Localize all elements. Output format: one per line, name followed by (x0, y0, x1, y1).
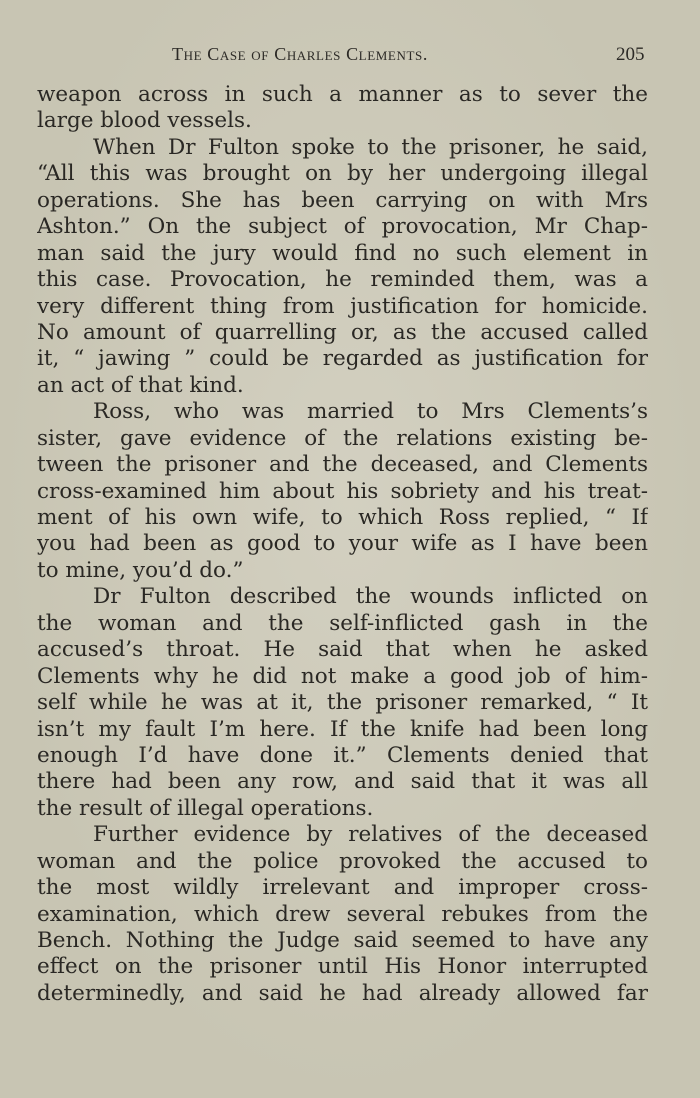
text-line: cross-examined him about his sobriety and his treat- (37, 478, 648, 504)
text-line: man said the jury would find no such element in (37, 240, 648, 266)
text-line: operations. She has been carrying on with Mrs (37, 187, 648, 213)
paragraph-start-line: Dr Fulton described the wounds inflicted on (93, 584, 648, 610)
text-line: ment of his own wife, to which Ross replied, “ If (37, 505, 648, 530)
text-line: you had been as good to your wife as I have been (37, 531, 648, 557)
text-line: weapon across in such a manner as to sever the (37, 82, 648, 107)
paragraph-start-line: Ross, who was married to Mrs Clements’s (93, 399, 648, 425)
text-line: effect on the prisoner until His Honor interrupted (37, 954, 648, 980)
page-number: 205 (616, 44, 645, 65)
text-line: woman and the police provoked the accused to (37, 848, 648, 874)
text-line: tween the prisoner and the deceased, and Clements (37, 452, 648, 478)
body-text (37, 82, 648, 1007)
paragraph-start-line: Further evidence by relatives of the deceased (93, 822, 648, 848)
text-line: to mine, you’d do.” (37, 557, 244, 583)
text-line: determinedly, and said he had already allowed far (37, 980, 648, 1006)
text-line: large blood vessels. (37, 108, 252, 134)
text-line: the woman and the self-inflicted gash in the (37, 610, 648, 636)
text-line: sister, gave evidence of the relations existing be- (37, 425, 648, 451)
text-line: Bench. Nothing the Judge said seemed to have any (37, 928, 648, 953)
text-line: very different thing from justification for homicide. (37, 293, 648, 319)
text-line: the result of illegal operations. (37, 795, 374, 821)
text-line: it, “ jawing ” could be regarded as justification for (37, 346, 648, 372)
running-title: The Case of Charles Clements. (172, 44, 428, 64)
paragraph-start-line: When Dr Fulton spoke to the prisoner, he said, (93, 134, 648, 160)
running-head (0, 44, 700, 70)
text-line: No amount of quarrelling or, as the accused called (37, 319, 648, 345)
text-line: Ashton.” On the subject of provocation, Mr Chap- (37, 214, 648, 240)
text-line: an act of that kind. (37, 372, 244, 398)
text-line: enough I’d have done it.” Clements denied that (37, 742, 648, 768)
text-line: this case. Provocation, he reminded them, was a (37, 267, 648, 293)
text-line: accused’s throat. He said that when he asked (37, 637, 648, 663)
text-line: “All this was brought on by her undergoing illegal (37, 161, 648, 187)
text-line: Clements why he did not make a good job of him- (37, 663, 648, 689)
text-line: the most wildly irrelevant and improper cross- (37, 875, 648, 901)
text-line: there had been any row, and said that it was all (37, 769, 648, 795)
text-line: examination, which drew several rebukes from the (37, 901, 648, 927)
text-line: self while he was at it, the prisoner remarked, “ It (37, 690, 648, 716)
text-line: isn’t my fault I’m here. If the knife had been long (37, 716, 648, 742)
